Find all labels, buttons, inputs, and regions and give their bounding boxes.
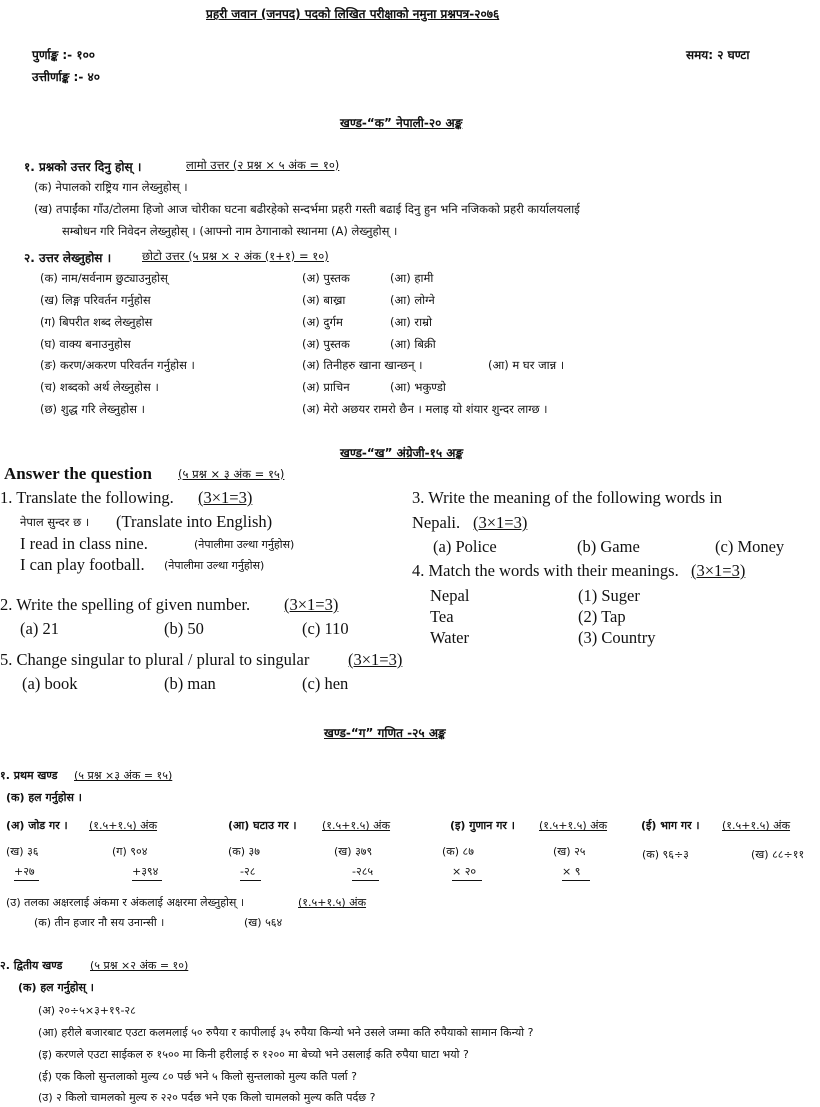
eng-q2-label: 2. Write the spelling of given number. [0,595,251,614]
q2-label: २. उत्तर लेख्नुहोस । [24,251,112,265]
eng-q5-option: (c) hen [302,674,349,693]
eng-q5-option: (a) book [22,674,78,693]
eng-q4-meaning: (2) Tap [578,607,626,626]
q2-row-option-b: (आ) हामी [390,271,434,285]
eng-q3-marks: (3×1=3) [473,513,528,532]
q2-row-option-b: (आ) लोग्ने [390,293,435,307]
math-problem-top: (क) ८७ [442,845,474,858]
math-op-subtract-marks: (१.५+१.५) अंक [322,819,391,832]
math-u-item-a: (क) तीन हजार नौ सय उनान्सी । [34,916,165,929]
q1-marks: लामो उत्तर (२ प्रश्न × ५ अंक = १०) [186,158,340,172]
section-ka-title: खण्ड-“क” नेपाली-२० अङ्क [340,116,463,130]
q2-row-question: (घ) वाक्य बनाउनुहोस [40,337,131,351]
q2-row-question: (ङ) करण/अकरण परिवर्तन गर्नुहोस । [40,358,195,372]
math-part1-marks: (५ प्रश्न ×३ अंक = १५) [74,769,173,782]
eng-q1-line3-english: I can play football. [20,555,145,574]
math-u-item-b: (ख) ५६४ [244,916,283,929]
math-part2-label: २. द्वितीय खण्ड [0,959,63,972]
q2-row-option-a: (अ) तिनीहरु खाना खान्छन् । [302,358,423,372]
math-op-multiply: (इ) गुणान गर । [450,819,515,832]
q2-row-option-a: (अ) प्राचिन [302,380,350,394]
eng-q4-meaning: (3) Country [578,628,656,647]
math-problem-bottom: +२७ [14,864,39,881]
math-part1-sub: (क) हल गर्नुहोस । [6,791,82,804]
eng-q1-line2-instruction: (नेपालीमा उल्था गर्नुहोस) [194,538,295,551]
q2-row-question: (ख) लिङ्ग परिवर्तन गर्नुहोस [40,293,151,307]
eng-q5-label: 5. Change singular to plural / plural to singular [0,650,310,669]
math-op-divide: (ई) भाग गर । [641,819,700,832]
q2-marks: छोटो उत्तर (५ प्रश्न × २ अंक (१+१) = १०) [142,249,329,263]
eng-q4-marks: (3×1=3) [691,561,746,580]
q2-row-question: (च) शब्दको अर्थ लेख्नुहोस । [40,380,159,394]
math-part2-sub: (क) हल गर्नुहोस् । [18,981,94,994]
q2-row-option-b: (आ) बिक्री [390,337,436,351]
math-op-add-marks: (१.५+१.५) अंक [89,819,158,832]
english-heading: Answer the question [4,464,152,483]
eng-q2-option: (c) 110 [302,619,349,638]
q1-item-b-line1: (ख) तपाईंका गाँउ/टोलमा हिजो आज चोरीका घटना बढीरहेको सन्दर्भमा प्रहरी गस्ती बढाई दिनु हुन भनि नजिकको प्रहरी कार्यालयलाई [34,202,580,216]
q1-label: १. प्रश्नको उत्तर दिनु होस् । [24,160,142,174]
eng-q1-line3-instruction: (नेपालीमा उल्था गर्नुहोस) [164,559,265,572]
math-part2-item: (आ) हरीले बजारबाट एउटा कलमलाई ५० रुपैया र कापीलाई ३५ रुपैया किन्यो भने उसले जम्मा कति रुपैयाको सामान किन्यो ? [38,1026,534,1039]
q2-row-option-a: (अ) पुस्तक [302,337,350,351]
q2-row-option-a: (अ) दुर्गम [302,315,343,329]
eng-q4-meaning: (1) Suger [578,586,640,605]
q1-item-a: (क) नेपालको राष्ट्रिय गान लेख्नुहोस् । [34,180,188,194]
math-part2-item: (इ) करणले एउटा साईकल रु १५०० मा किनी हरीलाई रु १२०० मा बेच्यो भने उसलाई कति रुपैया घाटा भयो ? [38,1048,469,1061]
eng-q1-label: 1. Translate the following. [0,488,174,507]
math-problem-bottom: × ९ [562,864,590,881]
eng-q3-option: (c) Money [715,537,785,556]
eng-q1-line1-nepali: नेपाल सुन्दर छ । [20,515,90,529]
eng-q1-line1-instruction: (Translate into English) [116,512,273,531]
q2-row-option-b: (आ) राम्रो [390,315,432,329]
math-u-label: (उ) तलका अक्षरलाई अंकमा र अंकलाई अक्षरमा लेख्नुहोस् । [6,896,245,909]
math-part2-item: (अ) २०÷५×३+१९-२८ [38,1004,136,1017]
eng-q1-marks: (3×1=3) [198,488,253,507]
eng-q2-marks: (3×1=3) [284,595,339,614]
math-problem-top: (ख) ३७९ [334,845,373,858]
math-u-marks: (१.५+१.५) अंक [298,896,367,909]
eng-q4-label: 4. Match the words with their meanings. [412,561,679,580]
section-kha-title: खण्ड-“ख” अंग्रेजी-१५ अङ्क [340,446,464,460]
pass-marks: उत्तीर्णाङ्क :- ४० [32,70,100,84]
math-problem-top: (ख) ८८÷११ [751,848,805,861]
math-problem-top: (ग) ९०४ [112,845,148,858]
math-problem-top: (ख) २५ [553,845,586,858]
eng-q4-word: Tea [430,607,454,626]
math-problem-bottom: × २० [452,864,482,881]
math-problem-top: (क) ९६÷३ [642,848,689,861]
eng-q2-option: (b) 50 [164,619,204,638]
eng-q3-label-line1: 3. Write the meaning of the following words in [412,488,723,507]
section-ga-title: खण्ड-“ग” गणित -२५ अङ्क [324,726,446,740]
math-problem-bottom: +३९४ [132,864,162,881]
eng-q3-option: (a) Police [433,537,497,556]
full-marks: पुर्णाङ्क :- १०० [32,48,96,62]
exam-time: समय: २ घण्टा [686,48,750,62]
eng-q5-marks: (3×1=3) [348,650,403,669]
q2-row-question: (क) नाम/सर्वनाम छुट्याउनुहोस् [40,271,168,285]
eng-q5-option: (b) man [164,674,216,693]
math-part2-item: (उ) २ किलो चामलको मुल्य रु २२० पर्दछ भने एक किलो चामलको मुल्य कति पर्दछ ? [38,1091,376,1104]
q2-row-question: (छ) शुद्ध गरि लेख्नुहोस । [40,402,146,416]
eng-q4-word: Nepal [430,586,470,605]
math-problem-top: (ख) ३६ [6,845,39,858]
q2-row-option-a: (अ) मेरो अछयर रामरो छैन । मलाइ यो शंयार शुन्दर लाग्छ । [302,402,548,416]
eng-q2-option: (a) 21 [20,619,59,638]
math-problem-bottom: -२८५ [352,864,379,881]
math-problem-top: (क) ३७ [228,845,260,858]
math-part2-marks: (५ प्रश्न ×२ अंक = १०) [90,959,189,972]
q2-row-question: (ग) बिपरीत शब्द लेख्नुहोस [40,315,153,329]
eng-q3-label-line2: Nepali. [412,513,461,532]
math-part1-label: १. प्रथम खण्ड [0,769,58,782]
eng-q4-word: Water [430,628,469,647]
math-op-divide-marks: (१.५+१.५) अंक [722,819,791,832]
page-title: प्रहरी जवान (जनपद) पदको लिखित परीक्षाको नमुना प्रश्नपत्र-२०७६ [206,7,500,21]
math-op-subtract: (आ) घटाउ गर । [228,819,297,832]
q1-item-b-line2: सम्बोधन गरि निवेदन लेख्नुहोस् । (आफ्नो नाम ठेगानाको स्थानमा (A) लेख्नुहोस् । [62,224,398,238]
math-op-multiply-marks: (१.५+१.५) अंक [539,819,608,832]
q2-row-option-a: (अ) बाख्रा [302,293,346,307]
q2-row-option-b: (आ) भकुण्डो [390,380,446,394]
q2-row-option-a: (अ) पुस्तक [302,271,350,285]
q2-row-option-b: (आ) म घर जान्न । [488,358,565,372]
eng-q3-option: (b) Game [577,537,640,556]
math-op-add: (अ) जोड गर । [6,819,68,832]
math-part2-item: (ई) एक किलो सुन्तलाको मुल्य ८० पर्छ भने ५ किलो सुन्तलाको मुल्य कति पर्ला ? [38,1070,357,1083]
math-problem-bottom: -२८ [240,864,261,881]
eng-q1-line2-english: I read in class nine. [20,534,148,553]
english-heading-marks: (५ प्रश्न × ३ अंक = १५) [178,467,285,481]
